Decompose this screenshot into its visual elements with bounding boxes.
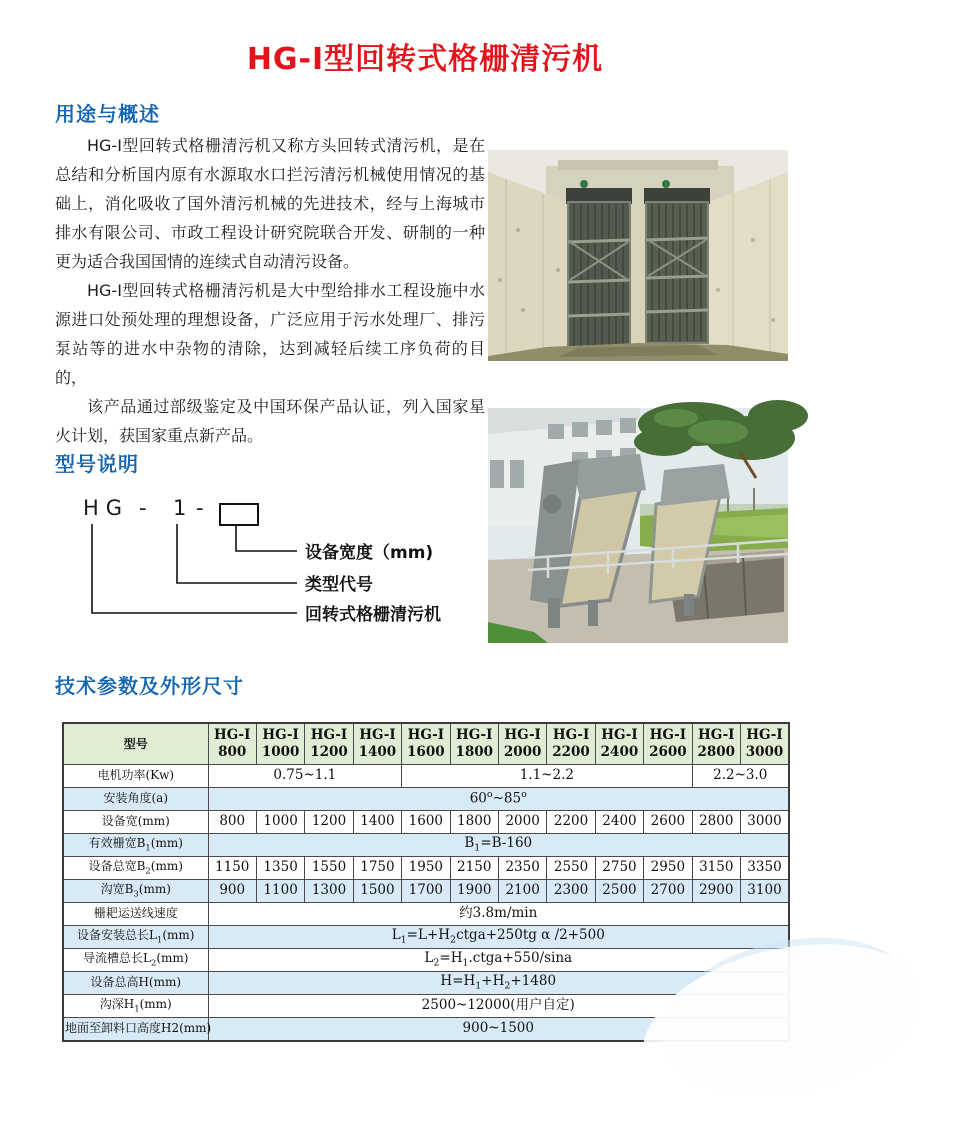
spec-row-label: 安装角度(a) [63,788,208,811]
product-photo-installed-screens [488,150,788,361]
spec-row [63,903,789,926]
spec-row-label: 电机功率(Kw) [63,765,208,788]
spec-value-cell: 2.2~3.0 [692,765,789,788]
overview-paragraph: HG-I型回转式格栅清污机又称方头回转式清污机，是在总结和分析国内原有水源取水口拦污清污机械使用情况的基础上，消化吸收了国外清污机械的先进技术，经与上海城市排水有限公司、市政工程设计研究院联合开发、研制的一种更为适合我国国情的连续式自动清污设备。 [55,136,485,271]
spec-value-cell: 1300 [305,880,353,903]
spec-value-cell: 2150 [450,857,498,880]
spec-row [63,811,789,834]
spec-row [63,765,789,788]
spec-row-label: 导流槽总长$L_2(mm)$ [63,949,208,972]
spec-value-cell: 2750 [595,857,643,880]
spec-model-header-cell: HG-I 2600 [644,723,692,765]
spec-row [63,949,789,972]
spec-row [63,788,789,811]
spec-value-cell: 2000 [498,811,546,834]
spec-value-cell: $L_1=L+H_2ctga+250tg$ α /2+500 [208,926,789,949]
spec-value-cell: 900~1500 [208,1018,789,1042]
spec-value-cell: 1550 [305,857,353,880]
spec-value-cell: 1100 [256,880,304,903]
spec-value-cell: 2550 [547,857,595,880]
spec-value-cell: 900 [208,880,256,903]
spec-value-cell: $B_1=B-160$ [208,834,789,857]
spec-value-cell: 1000 [256,811,304,834]
spec-value-cell: 1.1~2.2 [402,765,692,788]
spec-value-cell: 800 [208,811,256,834]
model-code-prefix: HG [83,496,130,520]
spec-value-cell: 2300 [547,880,595,903]
spec-value-cell: 2950 [644,857,692,880]
spec-model-header-cell: HG-I 1000 [256,723,304,765]
spec-value-cell: 1600 [402,811,450,834]
spec-model-header-cell: HG-I 2800 [692,723,740,765]
spec-value-cell: 1350 [256,857,304,880]
product-photo-outdoor-plant [488,408,788,643]
spec-value-cell: 2350 [498,857,546,880]
spec-model-header-cell: HG-I 1600 [402,723,450,765]
diagram-label-type: 类型代号 [305,575,373,595]
spec-value-cell: 2700 [644,880,692,903]
spec-value-cell: $L_2=H_1.ctga+550$/sina [208,949,789,972]
spec-value-cell: 3100 [740,880,789,903]
spec-value-cell: 1500 [353,880,401,903]
spec-value-cell: 1400 [353,811,401,834]
model-code-dash: - [139,496,147,520]
section-heading-specs: 技术参数及外形尺寸 [55,674,244,698]
spec-value-cell: 3350 [740,857,789,880]
model-code-diagram [55,492,495,637]
spec-value-cell: 3000 [740,811,789,834]
spec-model-header-cell: HG-I 1800 [450,723,498,765]
diagram-label-machine: 回转式格栅清污机 [305,605,441,625]
spec-value-cell: 1200 [305,811,353,834]
spec-value-cell: 2100 [498,880,546,903]
spec-value-cell: 1700 [402,880,450,903]
diagram-label-width: 设备宽度（mm) [305,543,434,563]
spec-value-cell: 1950 [402,857,450,880]
spec-value-cell: 1800 [450,811,498,834]
page-title: HG-I型回转式格栅清污机 [246,42,604,77]
spec-row-label: 沟宽$B_3(mm)$ [63,880,208,903]
overview-text [55,131,485,450]
spec-row [63,926,789,949]
spec-value-cell: 60$^o$~85$^o$ [208,788,789,811]
spec-model-header-cell: HG-I 2200 [547,723,595,765]
spec-value-cell: 2200 [547,811,595,834]
spec-value-cell: 2900 [692,880,740,903]
spec-value-cell: 1900 [450,880,498,903]
spec-row-label: 设备宽(mm) [63,811,208,834]
spec-value-cell: 2400 [595,811,643,834]
spec-value-cell: 2800 [692,811,740,834]
spec-value-cell: 1150 [208,857,256,880]
spec-model-header-cell: HG-I 1200 [305,723,353,765]
spec-model-header-cell: HG-I 3000 [740,723,789,765]
spec-corner-cell: 型号 [63,723,208,765]
model-code-type: 1 [173,496,187,520]
overview-paragraph: HG-I型回转式格栅清污机是大中型给排水工程设施中水源进口处预处理的理想设备，广泛应用于污水处理厂、排污泵站等的进水中杂物的清除，达到减轻后续工序负荷的目的， [55,281,485,387]
spec-value-cell: 2600 [644,811,692,834]
spec-row-label: 设备安装总长$L_1(mm)$ [63,926,208,949]
spec-row-label: 有效栅宽$B_1(mm)$ [63,834,208,857]
spec-model-header-cell: HG-I 1400 [353,723,401,765]
spec-row [63,834,789,857]
spec-value-cell: 3150 [692,857,740,880]
spec-row-label: 沟深$H_1(mm)$ [63,995,208,1018]
spec-model-header-cell: HG-I 2000 [498,723,546,765]
spec-value-cell: 2500 [595,880,643,903]
spec-row-label: 设备总宽$B_2(mm)$ [63,857,208,880]
spec-value-cell: $H=H_1+H_2+1480$ [208,972,789,995]
spec-row-label: 地面至卸料口高度H2(mm) [63,1018,208,1042]
spec-model-header-cell: HG-I 2400 [595,723,643,765]
spec-model-header-cell: HG-I 800 [208,723,256,765]
spec-value-cell: 0.75~1.1 [208,765,402,788]
section-heading-overview: 用途与概述 [55,102,160,126]
spec-row [63,857,789,880]
spec-row-label: 设备总高H(mm) [63,972,208,995]
spec-row-label: 栅耙运送线速度 [63,903,208,926]
spec-value-cell: 1750 [353,857,401,880]
section-heading-model: 型号说明 [55,452,139,476]
spec-header-row [63,723,789,765]
model-code-dash: - [196,496,204,520]
spec-row [63,880,789,903]
spec-value-cell: 2500~12000(用户自定) [208,995,789,1018]
spec-value-cell: 约3.8m/min [208,903,789,926]
overview-paragraph: 该产品通过部级鉴定及中国环保产品认证，列入国家星火计划，获国家重点新产品。 [55,397,485,445]
